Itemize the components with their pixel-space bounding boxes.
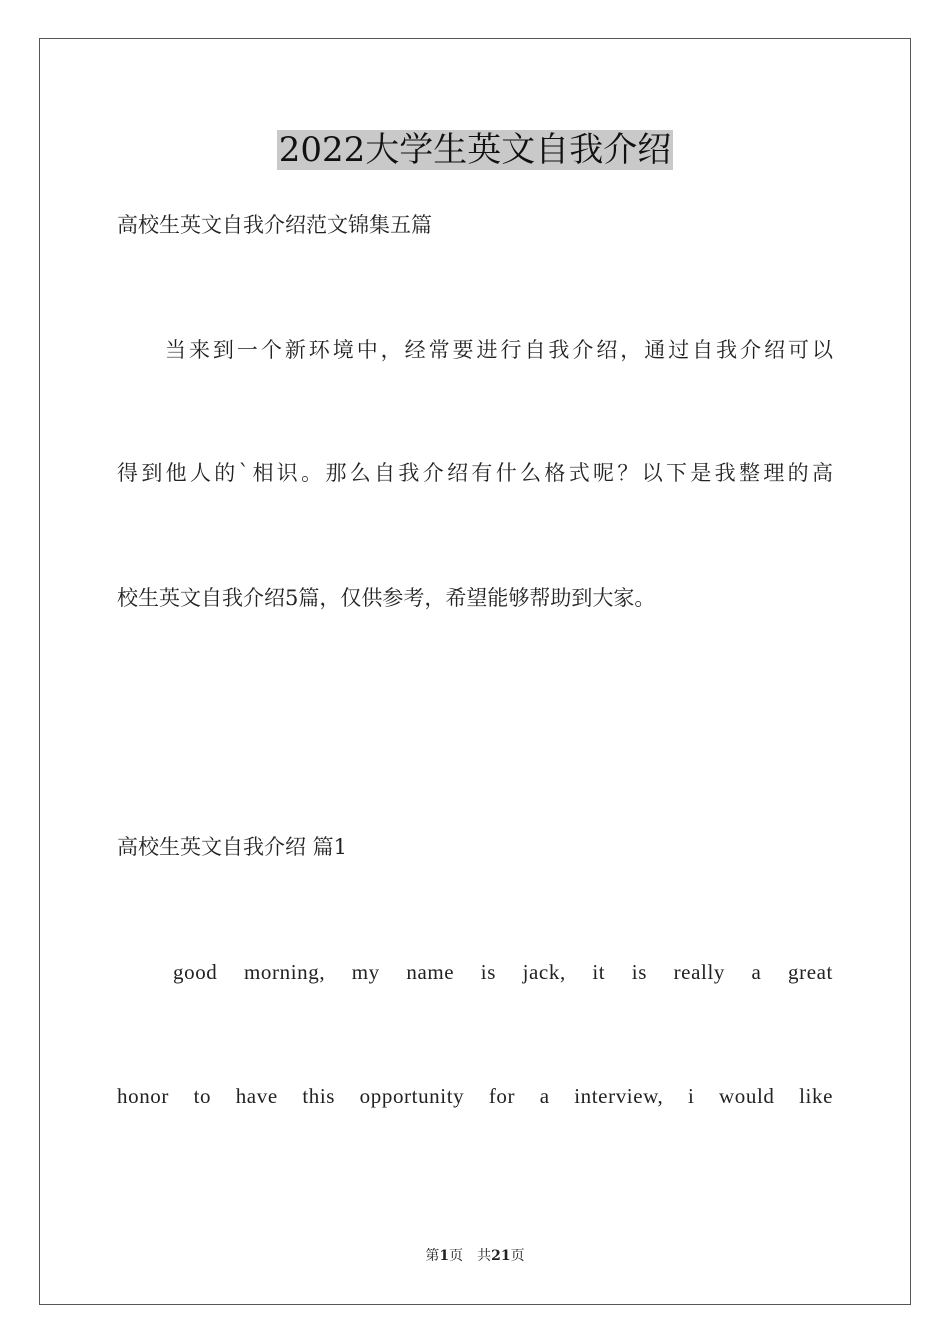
intro-line-2: 得到他人的`相识。那么自我介绍有什么格式呢？以下是我整理的高 [117, 461, 833, 485]
document-title-text: 2022大学生英文自我介绍 [278, 130, 672, 170]
document-subtitle: 高校生英文自我介绍范文锦集五篇 [117, 213, 432, 237]
section-heading: 高校生英文自我介绍 篇1 [117, 835, 348, 859]
footer-suffix: 页 [510, 1248, 525, 1264]
english-line-2: honor to have this opportunity for a interview, i would like [117, 1084, 833, 1108]
footer-mid: 页 共 [449, 1248, 492, 1264]
footer-prefix: 第 [425, 1248, 440, 1264]
english-line-1: good morning, my name is jack, it is really a great [173, 960, 833, 984]
intro-line-1: 当来到一个新环境中，经常要进行自我介绍，通过自我介绍可以 [165, 338, 833, 362]
footer-total-pages: 21 [491, 1248, 511, 1264]
page-footer [0, 1246, 950, 1266]
document-title [0, 124, 950, 176]
intro-line-3: 校生英文自我介绍5篇，仅供参考，希望能够帮助到大家。 [117, 586, 656, 610]
footer-page-number: 1 [439, 1248, 450, 1264]
